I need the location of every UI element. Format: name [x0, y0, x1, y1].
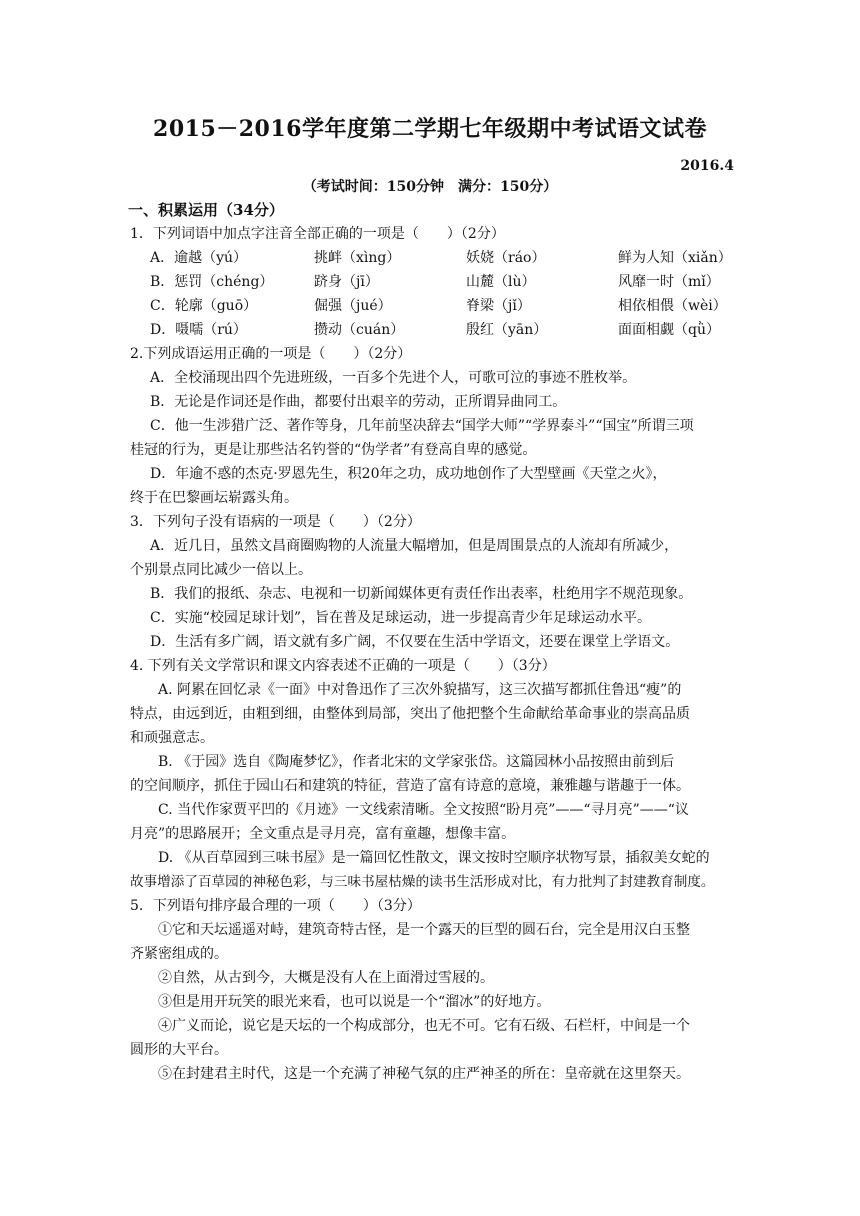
page-title: 2015－2016学年度第二学期七年级期中考试语文试卷	[153, 116, 707, 142]
option-cell: C．轮廓（guō）	[150, 298, 258, 314]
question-1-options	[130, 246, 736, 342]
section-heading: 一、积累运用（34分）	[128, 201, 284, 219]
option-cell: 倔强（jué）	[314, 298, 392, 314]
question-5-sentence-1: ①它和天坛遥遥对峙，建筑奇特古怪，是一个露天的巨型的圆石台，完全是用汉白玉整	[158, 922, 690, 938]
question-3-option-d: D．生活有多广阔，语文就有多广阔，不仅要在生活中学语文，还要在课堂上学语文。	[150, 634, 680, 650]
option-cell: 殷红（yān）	[466, 322, 548, 338]
option-cell: 妖娆（ráo）	[466, 250, 546, 266]
question-5-sentence-4-cont: 圆形的大平台。	[130, 1042, 228, 1058]
question-5-stem: 5．下列语句排序最合理的一项（ ）（3分）	[130, 898, 421, 914]
exam-content	[130, 198, 736, 1086]
question-5-sentence-1-cont: 齐紧密组成的。	[130, 946, 228, 962]
question-1-stem: 1．下列词语中加点字注音全部正确的一项是（ ）（2分）	[130, 226, 505, 242]
question-2-option-b: B．无论是作词还是作曲，都要付出艰辛的劳动，正所谓异曲同工。	[150, 394, 567, 410]
question-4-stem: 4. 下列有关文学常识和课文内容表述不正确的一项是（ ）（3分）	[130, 658, 556, 674]
question-2-option-c: C．他一生涉猎广泛、著作等身，几年前坚决辞去“国学大师”“学界泰斗”“国宝”所谓三项	[150, 418, 694, 434]
question-3-option-a-cont: 个别景点同比减少一倍以上。	[130, 562, 312, 578]
question-4-option-d: D. 《从百草园到三味书屋》是一篇回忆性散文，课文按时空顺序状物写景，插叙美女蛇的	[158, 850, 710, 866]
option-cell: 脊梁（jǐ）	[466, 298, 531, 314]
question-5-sentence-3: ③但是用开玩笑的眼光来看，也可以说是一个“溜冰”的好地方。	[158, 994, 551, 1010]
option-cell: 攒动（cuán）	[314, 322, 405, 338]
question-2-option-a: A．全校涌现出四个先进班级，一百多个先进个人，可歌可泣的事迹不胜枚举。	[150, 370, 637, 386]
question-5-sentence-5: ⑤在封建君主时代，这是一个充满了神秘气氛的庄严神圣的所在：皇帝就在这里祭天。	[158, 1066, 690, 1082]
question-4-option-a-cont: 特点，由远到近，由粗到细，由整体到局部，突出了他把整个生命献给革命事业的崇高品质	[130, 706, 690, 722]
question-3-stem: 3．下列句子没有语病的一项是（ ）（2分）	[130, 514, 421, 530]
question-4-option-b: B. 《于园》选自《陶庵梦忆》，作者北宋的文学家张岱。这篇园林小品按照由前到后	[158, 754, 675, 770]
option-cell: 风靡一时（mǐ）	[618, 274, 720, 290]
question-4-option-a-cont: 和顽强意志。	[130, 730, 214, 746]
exam-meta: （考试时间：150分钟 满分：150分）	[302, 179, 558, 195]
question-3-option-c: C．实施“校园足球计划”，旨在普及足球运动，进一步提高青少年足球运动水平。	[150, 610, 652, 626]
option-cell: 跻身（jī）	[314, 274, 379, 290]
option-cell: D．嗫嚅（rú）	[150, 322, 247, 338]
question-4-option-a: A. 阿累在回忆录《一面》中对鲁迅作了三次外貌描写，这三次描写都抓住鲁迅“瘦”的	[158, 682, 682, 698]
question-4-option-b-cont: 的空间顺序，抓住于园山石和建筑的特征，营造了富有诗意的意境，兼雅趣与谐趣于一体。	[130, 778, 690, 794]
question-2-option-c-cont: 桂冠的行为，更是让那些沽名钓誉的“伪学者”有登高自卑的感觉。	[130, 442, 537, 458]
question-2-option-d: D．年逾不惑的杰克·罗恩先生，积20年之功，成功地创作了大型壁画《天堂之火》，	[150, 466, 667, 482]
question-5-sentence-2: ②自然，从古到今，大概是没有人在上面滑过雪屐的。	[158, 970, 494, 986]
option-cell: 鲜为人知（xiǎn）	[618, 250, 732, 266]
question-4-option-c-cont: 月亮”的思路展开；全文重点是寻月亮，富有童趣，想像丰富。	[130, 826, 516, 842]
question-3-option-b: B．我们的报纸、杂志、电视和一切新闻媒体更有责任作出表率，杜绝用字不规范现象。	[150, 586, 693, 602]
option-cell: B．惩罚（chéng）	[150, 274, 274, 290]
option-cell: 相依相偎（wèi）	[618, 298, 727, 314]
question-2-stem: 2.下列成语运用正确的一项是（ ）（2分）	[130, 346, 412, 362]
question-2-option-d-cont: 终于在巴黎画坛崭露头角。	[130, 490, 298, 506]
question-5-sentence-4: ④广义而论，说它是天坛的一个构成部分，也无不可。它有石级、石栏杆，中间是一个	[158, 1018, 690, 1034]
question-4-option-d-cont: 故事增添了百草园的神秘色彩，与三味书屋枯燥的读书生活形成对比，有力批判了封建教育制度。	[130, 874, 715, 890]
exam-date: 2016.4	[680, 158, 734, 174]
option-cell: 山麓（lù）	[466, 274, 536, 290]
option-cell: 挑衅（xìng）	[314, 250, 401, 266]
option-cell: A．逾越（yú）	[150, 250, 248, 266]
question-3-option-a: A．近几日，虽然文昌商圈购物的人流量大幅增加，但是周围景点的人流却有所减少，	[150, 538, 679, 554]
question-4-option-c: C. 当代作家贾平凹的《月迹》一文线索清晰。全文按照“盼月亮”——“寻月亮”——“议	[158, 802, 689, 818]
option-cell: 面面相觑（qǜ）	[618, 322, 720, 338]
